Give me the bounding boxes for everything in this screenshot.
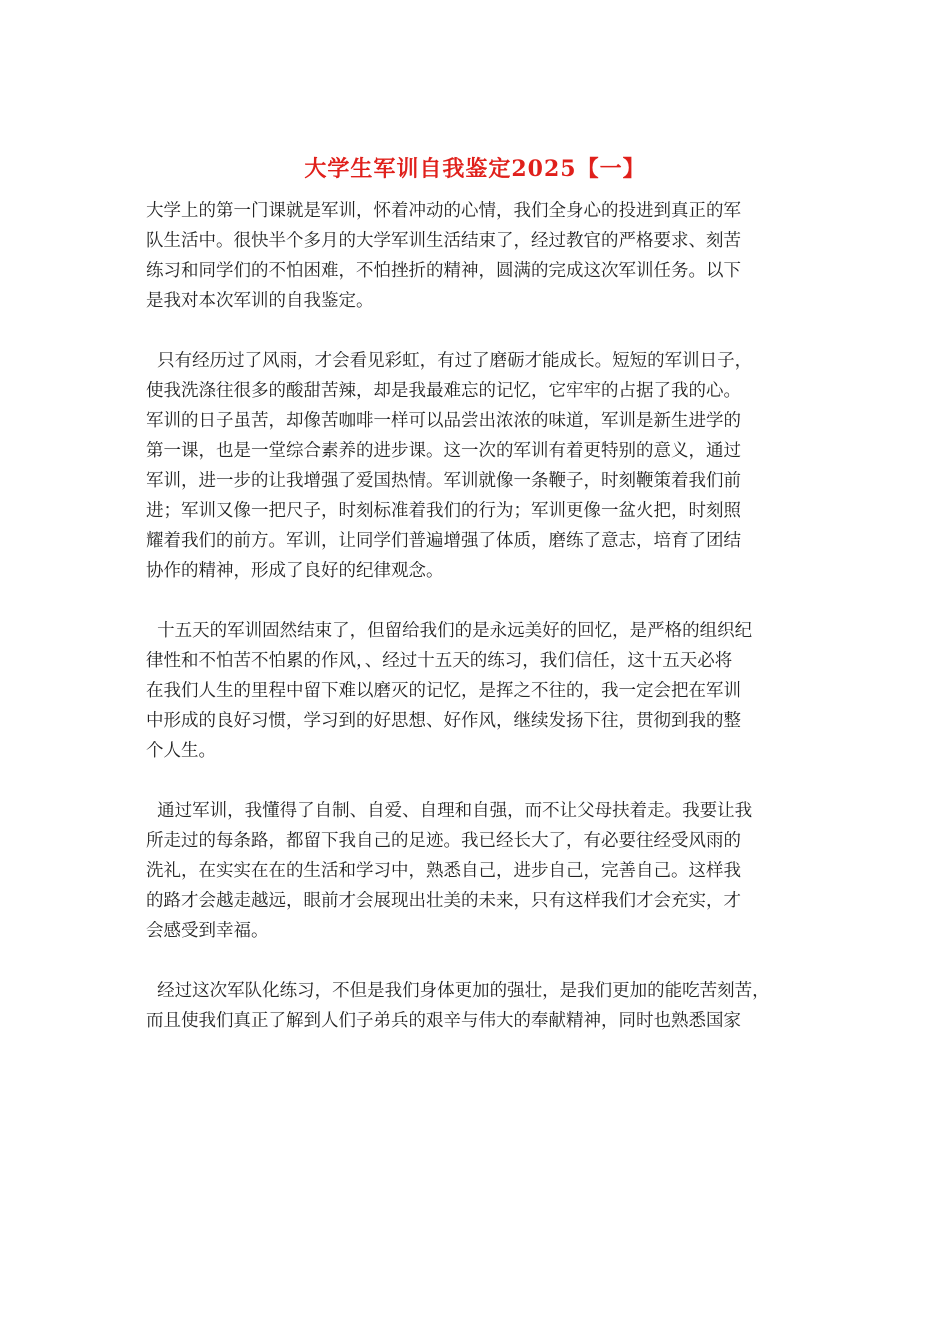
body-paragraph [146,976,836,1036]
paragraph-line: 而且使我们真正了解到人们子弟兵的艰辛与伟大的奉献精神，同时也熟悉国家 [146,1011,741,1031]
paragraph-line: 第一课，也是一堂综合素养的进步课。这一次的军训有着更特别的意义，通过 [146,441,741,461]
paragraph-line: 洗礼，在实实在在的生活和学习中，熟悉自己，进步自己，完善自己。这样我 [146,861,741,881]
document-title: 大学生军训自我鉴定2025【一】 [304,156,646,182]
paragraph-line: 会感受到幸福。 [146,921,269,941]
paragraph-line: 使我洗涤往很多的酸甜苦辣，却是我最难忘的记忆，它牢牢的占据了我的心。 [146,381,741,401]
paragraph-line: 练习和同学们的不怕困难，不怕挫折的精神，圆满的完成这次军训任务。以下 [146,261,741,281]
paragraph-line: 军训，进一步的让我增强了爱国热情。军训就像一条鞭子，时刻鞭策着我们前 [146,471,741,491]
paragraph-line: 耀着我们的前方。军训，让同学们普遍增强了体质，磨练了意志，培育了团结 [146,531,741,551]
paragraph-line: 所走过的每条路，都留下我自己的足迹。我已经长大了，有必要往经受风雨的 [146,831,741,851]
paragraph-spacer [146,316,836,346]
paragraph-line: 通过军训，我懂得了自制、自爱、自理和自强，而不让父母扶着走。我要让我 [146,801,753,821]
paragraph-line: 的路才会越走越远，眼前才会展现出壮美的未来，只有这样我们才会充实，才 [146,891,741,911]
paragraph-line: 大学上的第一门课就是军训，怀着冲动的心情，我们全身心的投进到真正的军 [146,201,741,221]
paragraph-spacer [146,586,836,616]
body-paragraph [146,796,836,946]
paragraph-line: 协作的精神，形成了良好的纪律观念。 [146,561,444,581]
paragraph-line: 只有经历过了风雨，才会看见彩虹，有过了磨砺才能成长。短短的军训日子， [146,351,753,371]
body-paragraph [146,616,836,766]
body-paragraph [146,346,836,586]
paragraph-spacer [146,946,836,976]
paragraph-line: 个人生。 [146,741,216,761]
paragraph-line: 中形成的良好习惯，学习到的好思想、好作风，继续发扬下往，贯彻到我的整 [146,711,741,731]
paragraph-line: 在我们人生的里程中留下难以磨灭的记忆，是挥之不往的，我一定会把在军训 [146,681,741,701]
body-paragraph [146,196,836,316]
paragraph-line: 律性和不怕苦不怕累的作风，、经过十五天的练习，我们信任，这十五天必将 [146,651,733,671]
paragraph-line: 是我对本次军训的自我鉴定。 [146,291,374,311]
paragraph-line: 军训的日子虽苦，却像苦咖啡一样可以品尝出浓浓的味道，军训是新生进学的 [146,411,741,431]
paragraph-line: 经过这次军队化练习，不但是我们身体更加的强壮，是我们更加的能吃苦刻苦， [146,981,770,1001]
paragraph-line: 进；军训又像一把尺子，时刻标准着我们的行为；军训更像一盆火把，时刻照 [146,501,741,521]
paragraph-line: 十五天的军训固然结束了，但留给我们的是永远美好的回忆，是严格的组织纪 [146,621,753,641]
paragraph-line: 队生活中。很快半个多月的大学军训生活结束了，经过教官的严格要求、刻苦 [146,231,741,251]
document-body [146,196,836,1036]
paragraph-spacer [146,766,836,796]
